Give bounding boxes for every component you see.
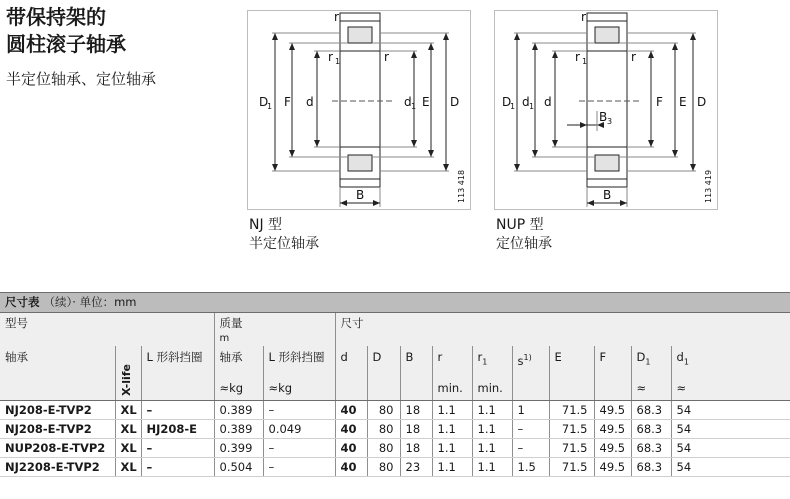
cell-mass-bearing: 0.399: [214, 439, 263, 458]
cell-s: –: [512, 420, 549, 439]
cell-d: 40: [335, 401, 367, 420]
nup-label-r1: r: [575, 50, 580, 64]
cell-mass-bearing: 0.504: [214, 458, 263, 477]
group-mass-label: 质量: [219, 316, 243, 330]
cell-D: 80: [367, 439, 400, 458]
cell-B: 23: [400, 458, 432, 477]
cell-F: 49.5: [594, 439, 631, 458]
nup-label-d1: d: [522, 95, 530, 109]
cell-B: 18: [400, 420, 432, 439]
nj-label-E: E: [422, 95, 430, 109]
cell-xlife: XL: [115, 420, 141, 439]
nup-label-D: D: [697, 95, 707, 109]
cell-D1: 68.3: [631, 401, 671, 420]
nup-label-D1-sub: 1: [510, 102, 516, 111]
cell-lring: HJ208-E: [141, 420, 214, 439]
cell-d: 40: [335, 420, 367, 439]
cell-mass-bearing: 0.389: [214, 401, 263, 420]
cell-s: 1: [512, 401, 549, 420]
col-mass-lring: [263, 346, 335, 401]
cell-xlife: XL: [115, 458, 141, 477]
table-row: [0, 401, 790, 420]
title-line-2: 圆柱滚子轴承: [6, 32, 126, 56]
nup-label-r-top: r: [581, 11, 586, 24]
table-row: [0, 439, 790, 458]
col-d: d: [335, 346, 367, 401]
nj-label-d1: d: [404, 95, 412, 109]
col-D1-approx: ≈: [636, 381, 647, 395]
cell-r: 1.1: [432, 420, 472, 439]
nup-label-r1-sub: 1: [582, 57, 588, 66]
cell-r1: 1.1: [472, 401, 512, 420]
cell-d1: 54: [671, 439, 790, 458]
cell-r1: 1.1: [472, 458, 512, 477]
cell-lring: –: [141, 439, 214, 458]
group-mass: [214, 313, 335, 347]
table-title-text: 尺寸表: [5, 295, 40, 309]
cell-B: 18: [400, 439, 432, 458]
col-r-min: min.: [437, 381, 463, 395]
cell-d1: 54: [671, 401, 790, 420]
cell-r1: 1.1: [472, 420, 512, 439]
nup-label-F: F: [656, 95, 663, 109]
col-D: D: [367, 346, 400, 401]
table-row: [0, 458, 790, 477]
page-subtitle: 半定位轴承、定位轴承: [6, 70, 157, 88]
col-D1: [631, 346, 671, 401]
col-mass-lring-label: L 形斜挡圈: [268, 350, 325, 364]
cell-lring: –: [141, 401, 214, 420]
cell-bearing: NUP208-E-TVP2: [0, 439, 115, 458]
nup-caption-desc: 定位轴承: [496, 236, 552, 252]
col-E: E: [549, 346, 594, 401]
col-mass-bearing: [214, 346, 263, 401]
col-mass-bearing-label: 轴承: [219, 350, 243, 364]
nup-label-E: E: [679, 95, 687, 109]
table-row: [0, 420, 790, 439]
cell-xlife: XL: [115, 401, 141, 420]
cell-r: 1.1: [432, 458, 472, 477]
nj-label-D1-sub: 1: [267, 102, 273, 111]
col-r1-sub: 1: [482, 357, 488, 367]
col-s-footnote: 1): [523, 353, 532, 362]
cell-mass-lring: –: [263, 439, 335, 458]
nj-label-r-top: r: [334, 11, 339, 24]
table-title-note: （续）· 单位：mm: [43, 295, 137, 309]
table-column-header: [0, 346, 790, 401]
nj-bearing-drawing: [248, 11, 470, 209]
nj-label-D: D: [450, 95, 460, 109]
col-lring: L 形斜挡圈: [141, 346, 214, 401]
cell-r: 1.1: [432, 439, 472, 458]
cell-bearing: NJ208-E-TVP2: [0, 401, 115, 420]
nj-label-B: B: [356, 188, 365, 202]
nj-label-r-inner: r: [384, 50, 389, 64]
nj-label-d1-sub: 1: [411, 102, 417, 111]
col-xlife: [115, 346, 141, 401]
cell-xlife: XL: [115, 439, 141, 458]
col-d1-approx: ≈: [676, 381, 687, 395]
table-group-header: [0, 313, 790, 347]
title-line-1: 带保持架的: [6, 5, 106, 29]
cell-mass-bearing: 0.389: [214, 420, 263, 439]
cell-s: 1.5: [512, 458, 549, 477]
col-s-label: s: [517, 353, 524, 368]
nj-label-D1: D: [259, 95, 269, 109]
nj-label-F: F: [284, 95, 291, 109]
nup-label-B3: B: [599, 110, 608, 124]
cell-E: 71.5: [549, 458, 594, 477]
cell-bearing: NJ208-E-TVP2: [0, 420, 115, 439]
nup-diagram-frame: [494, 10, 718, 210]
cell-d1: 54: [671, 458, 790, 477]
col-B: B: [400, 346, 432, 401]
nup-label-D1: D: [502, 95, 512, 109]
nj-drawing-code: 113 418: [457, 169, 466, 203]
table-title: [0, 293, 790, 313]
nj-label-r1-sub: 1: [335, 57, 341, 66]
col-d1-sub: 1: [683, 357, 689, 367]
nj-label-r1: r: [328, 50, 333, 64]
nj-diagram-frame: [247, 10, 471, 210]
group-model: 型号: [0, 313, 214, 347]
cell-E: 71.5: [549, 439, 594, 458]
nj-label-d: d: [306, 95, 314, 109]
col-mass-bearing-unit: ≈kg: [219, 381, 244, 395]
col-r1: [472, 346, 512, 401]
cell-F: 49.5: [594, 401, 631, 420]
cell-D: 80: [367, 420, 400, 439]
cell-F: 49.5: [594, 458, 631, 477]
cell-mass-lring: –: [263, 401, 335, 420]
col-r-label: r: [437, 350, 443, 364]
nup-bearing-drawing: [495, 11, 717, 209]
nup-label-B3-sub: 3: [607, 117, 613, 126]
dimension-table: [0, 292, 790, 477]
nup-caption: [496, 216, 552, 254]
cell-d: 40: [335, 458, 367, 477]
cell-bearing: NJ2208-E-TVP2: [0, 458, 115, 477]
col-d1-label: d: [676, 350, 684, 364]
cell-D: 80: [367, 458, 400, 477]
cell-s: –: [512, 439, 549, 458]
col-r1-min: min.: [477, 381, 503, 395]
col-F: F: [594, 346, 631, 401]
group-dims: 尺寸: [335, 313, 790, 347]
col-s: [512, 346, 549, 401]
nup-label-r-inner: r: [631, 50, 636, 64]
nup-label-B: B: [603, 188, 612, 202]
cell-E: 71.5: [549, 401, 594, 420]
nup-caption-type: NUP 型: [496, 217, 544, 233]
table-title-row: [0, 293, 790, 313]
nup-label-d1-sub: 1: [529, 102, 535, 111]
cell-r1: 1.1: [472, 439, 512, 458]
cell-D1: 68.3: [631, 439, 671, 458]
col-xlife-label: X-life: [119, 364, 133, 396]
cell-d1: 54: [671, 420, 790, 439]
cell-d: 40: [335, 439, 367, 458]
nup-label-d: d: [544, 95, 552, 109]
col-r1-label: r: [477, 350, 483, 364]
cell-lring: –: [141, 458, 214, 477]
nj-caption: [249, 216, 319, 254]
cell-D1: 68.3: [631, 420, 671, 439]
nj-caption-type: NJ 型: [249, 217, 283, 233]
cell-D1: 68.3: [631, 458, 671, 477]
cell-E: 71.5: [549, 420, 594, 439]
nj-caption-desc: 半定位轴承: [249, 236, 319, 252]
nup-drawing-code: 113 419: [704, 169, 713, 203]
cell-r: 1.1: [432, 401, 472, 420]
col-D1-sub: 1: [645, 357, 651, 367]
col-bearing: 轴承: [0, 346, 115, 401]
col-r: [432, 346, 472, 401]
col-mass-lring-unit: ≈kg: [268, 381, 293, 395]
group-mass-symbol: m: [219, 333, 230, 344]
cell-mass-lring: –: [263, 458, 335, 477]
col-D1-label: D: [636, 350, 646, 364]
cell-D: 80: [367, 401, 400, 420]
cell-F: 49.5: [594, 420, 631, 439]
cell-mass-lring: 0.049: [263, 420, 335, 439]
cell-B: 18: [400, 401, 432, 420]
col-d1: [671, 346, 790, 401]
page-title: [6, 4, 126, 58]
